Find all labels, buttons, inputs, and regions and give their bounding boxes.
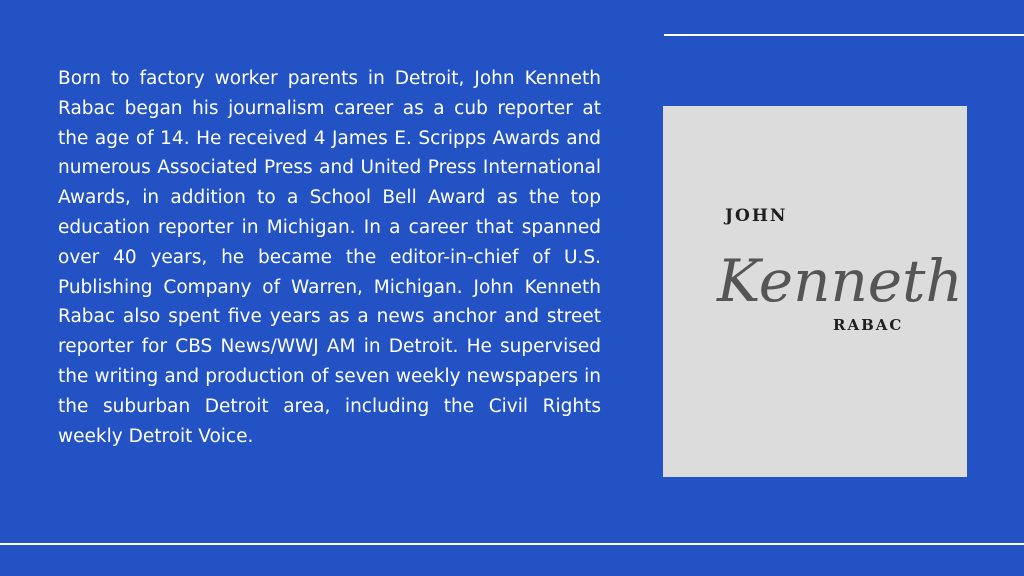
name-logo-card (663, 106, 967, 477)
bottom-divider-line (0, 543, 1024, 545)
logo-script-text: Kenneth (717, 247, 963, 315)
top-divider-line (664, 34, 1024, 36)
logo-middle-name-script (713, 231, 963, 321)
biography-paragraph: Born to factory worker parents in Detroit, John Kenneth Rabac began his journalism career as a cub reporter at the age of 14. He received 4 James E. Scripps Awards and numerous Associated Press and United Press International Awards, in addition to a School Bell Award as the top education reporter in Michigan. In a career that spanned over 40 years, he became the editor-in-chief of U.S. Publishing Company of Warren, Michigan. John Kenneth Rabac also spent five years as a news anchor and street reporter for CBS News/WWJ AM in Detroit. He supervised the writing and production of seven weekly newspapers in the suburban Detroit area, including the Civil Rights weekly Detroit Voice. (58, 68, 601, 447)
logo-first-name: JOHN (725, 206, 788, 226)
logo-last-name: RABAC (833, 316, 904, 334)
